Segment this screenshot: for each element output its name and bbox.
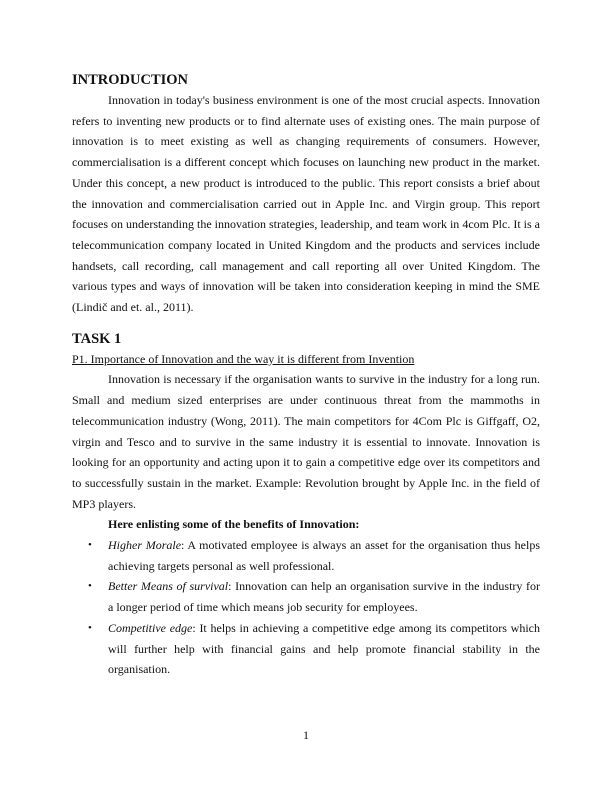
task1-paragraph: Innovation is necessary if the organisation wants to survive in the industry for a long run. Small and medium sized enterprises are under continuous threat from the mammoths in telecommunication industry (Wong, 2011). The main competitors for 4Com Plc is Giffgaff, O2, virgin and Tesco and to survive in the same industry it is essential to innovate. Innovation is looking for an opportunity and acting upon it to gain a competitive edge over its competitors and to successfully sustain in the market. Example: Revolution brought by Apple Inc. in the field of MP3 players. (72, 372, 540, 511)
benefit-text: : A motivated employee is always an asset for the organisation thus helps achieving targets personal as well professional. (108, 538, 540, 573)
benefit-item (72, 535, 540, 576)
introduction-paragraph: Innovation in today's business environment is one of the most crucial aspects. Innovation refers to inventing new products or to find alternate uses of existing ones. The main purpose of innovation is to meet existing as well as changing requirements of consumers. However, commercialisation is a different concept which focuses on launching new product in the market. Under this concept, a new product is introduced to the public. This report consists a brief about the innovation and commercialisation carried out in Apple Inc. and Virgin group. This report focuses on understanding the innovation strategies, leadership, and team work in 4com Plc. It is a telecommunication company located in United Kingdom and the products and services include handsets, call recording, call management and call reporting all over United Kingdom. The various types and ways of innovation will be taken into consideration keeping in mind the SME (Lindič and et. al., 2011). (72, 93, 540, 315)
benefit-term: Higher Morale (108, 538, 182, 553)
benefit-term: Better Means of survival (108, 579, 229, 594)
bullet-icon: • (88, 621, 92, 634)
document-page (72, 70, 540, 680)
bullet-icon: • (88, 539, 92, 552)
page-number: 1 (303, 728, 309, 742)
task1-heading: TASK 1 (72, 330, 122, 347)
benefit-text: : Innovation can help an organisation survive in the industry for a longer period of time which means job security for employees. (108, 579, 540, 615)
benefit-item (72, 576, 540, 617)
benefit-text: : It helps in achieving a competitive edge among its competitors which will further help with financial gains and help promote financial stability in the organisation. (108, 620, 540, 677)
bullet-icon: • (88, 580, 92, 593)
benefits-list (72, 535, 540, 680)
task1-subheading: P1. Importance of Innovation and the way it is different from Invention (72, 351, 415, 366)
benefit-item (72, 618, 540, 680)
introduction-heading: INTRODUCTION (72, 72, 189, 88)
benefit-term: Competitive edge (108, 620, 193, 635)
benefits-lead: Here enlisting some of the benefits of Innovation: (108, 517, 360, 532)
